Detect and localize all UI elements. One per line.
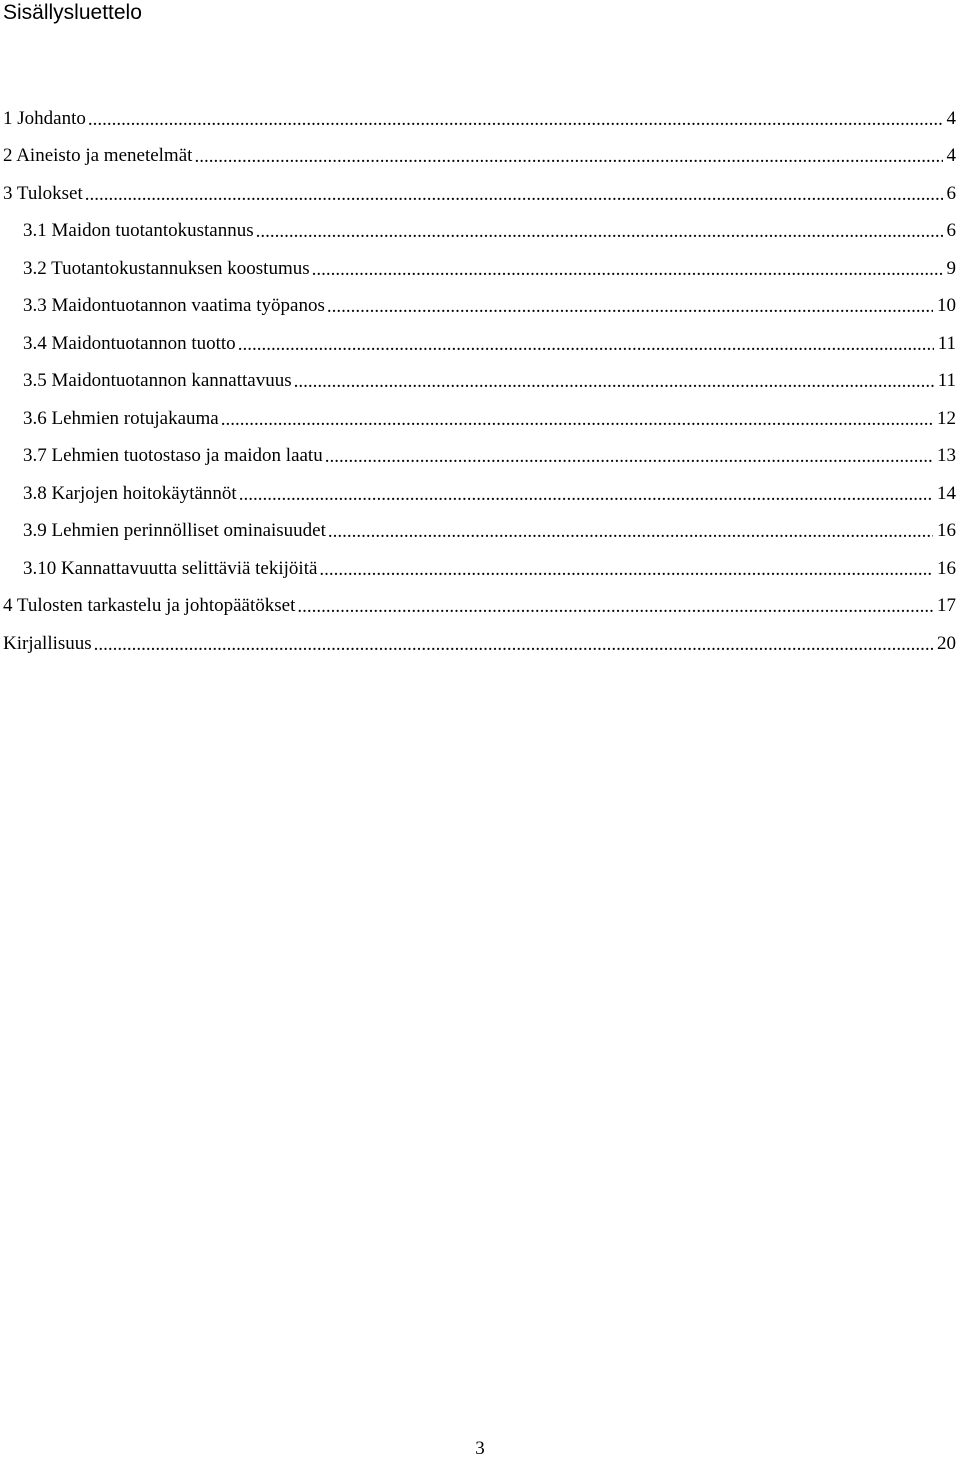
table-of-contents xyxy=(0,100,960,663)
toc-entry-3-3[interactable] xyxy=(0,288,960,326)
toc-entry-tulokset[interactable] xyxy=(0,175,960,213)
dot-leader xyxy=(238,334,934,354)
dot-leader xyxy=(94,634,933,654)
dot-leader xyxy=(221,409,933,429)
page-number: 3 xyxy=(0,1438,960,1460)
toc-entry-3-6[interactable] xyxy=(0,400,960,438)
toc-entry-3-1[interactable] xyxy=(0,213,960,251)
toc-entry-3-5[interactable] xyxy=(0,363,960,401)
toc-entry-label: 3.1 Maidon tuotantokustannus xyxy=(23,220,255,242)
toc-entry-page: 9 xyxy=(944,258,960,280)
toc-entry-tulosten-tarkastelu[interactable] xyxy=(0,588,960,626)
toc-entry-page: 10 xyxy=(934,295,960,317)
toc-entry-label: 3.6 Lehmien rotujakauma xyxy=(23,408,220,430)
toc-entry-page: 12 xyxy=(934,408,960,430)
toc-entry-page: 13 xyxy=(934,445,960,467)
dot-leader xyxy=(194,146,942,166)
dot-leader xyxy=(239,484,933,504)
toc-entry-page: 17 xyxy=(934,595,960,617)
toc-entry-label: 3.8 Karjojen hoitokäytännöt xyxy=(23,483,238,505)
toc-entry-page: 6 xyxy=(944,183,960,205)
toc-entry-label: 3.5 Maidontuotannon kannattavuus xyxy=(23,370,293,392)
toc-entry-label: 4 Tulosten tarkastelu ja johtopäätökset xyxy=(3,595,296,617)
dot-leader xyxy=(327,296,933,316)
dot-leader xyxy=(325,446,933,466)
dot-leader xyxy=(328,521,933,541)
toc-entry-label: 3 Tulokset xyxy=(3,183,84,205)
toc-entry-page: 14 xyxy=(934,483,960,505)
toc-entry-page: 6 xyxy=(944,220,960,242)
toc-entry-page: 4 xyxy=(944,108,960,130)
dot-leader xyxy=(319,559,933,579)
toc-entry-label: 3.4 Maidontuotannon tuotto xyxy=(23,333,237,355)
toc-entry-page: 16 xyxy=(934,520,960,542)
toc-entry-label: 1 Johdanto xyxy=(3,108,87,130)
toc-entry-label: 2 Aineisto ja menetelmät xyxy=(3,145,193,167)
toc-entry-page: 4 xyxy=(944,145,960,167)
dot-leader xyxy=(294,371,934,391)
toc-entry-page: 20 xyxy=(934,633,960,655)
toc-entry-label: 3.10 Kannattavuutta selittäviä tekijöitä xyxy=(23,558,318,580)
toc-entry-3-4[interactable] xyxy=(0,325,960,363)
toc-entry-aineisto[interactable] xyxy=(0,138,960,176)
toc-entry-label: 3.3 Maidontuotannon vaatima työpanos xyxy=(23,295,326,317)
toc-entry-page: 11 xyxy=(935,370,960,392)
toc-entry-johdanto[interactable] xyxy=(0,100,960,138)
toc-entry-label: 3.2 Tuotantokustannuksen koostumus xyxy=(23,258,311,280)
toc-entry-3-10[interactable] xyxy=(0,550,960,588)
toc-entry-3-9[interactable] xyxy=(0,513,960,551)
toc-entry-page: 11 xyxy=(935,333,960,355)
toc-entry-3-2[interactable] xyxy=(0,250,960,288)
dot-leader xyxy=(85,184,943,204)
toc-entry-label: Kirjallisuus xyxy=(3,633,93,655)
dot-leader xyxy=(88,109,943,129)
toc-entry-page: 16 xyxy=(934,558,960,580)
dot-leader xyxy=(312,259,943,279)
dot-leader xyxy=(256,221,943,241)
toc-entry-label: 3.7 Lehmien tuotostaso ja maidon laatu xyxy=(23,445,324,467)
toc-entry-3-8[interactable] xyxy=(0,475,960,513)
toc-entry-3-7[interactable] xyxy=(0,438,960,476)
toc-entry-label: 3.9 Lehmien perinnölliset ominaisuudet xyxy=(23,520,327,542)
toc-heading: Sisällysluettelo xyxy=(3,0,142,26)
dot-leader xyxy=(297,596,933,616)
toc-entry-kirjallisuus[interactable] xyxy=(0,625,960,663)
